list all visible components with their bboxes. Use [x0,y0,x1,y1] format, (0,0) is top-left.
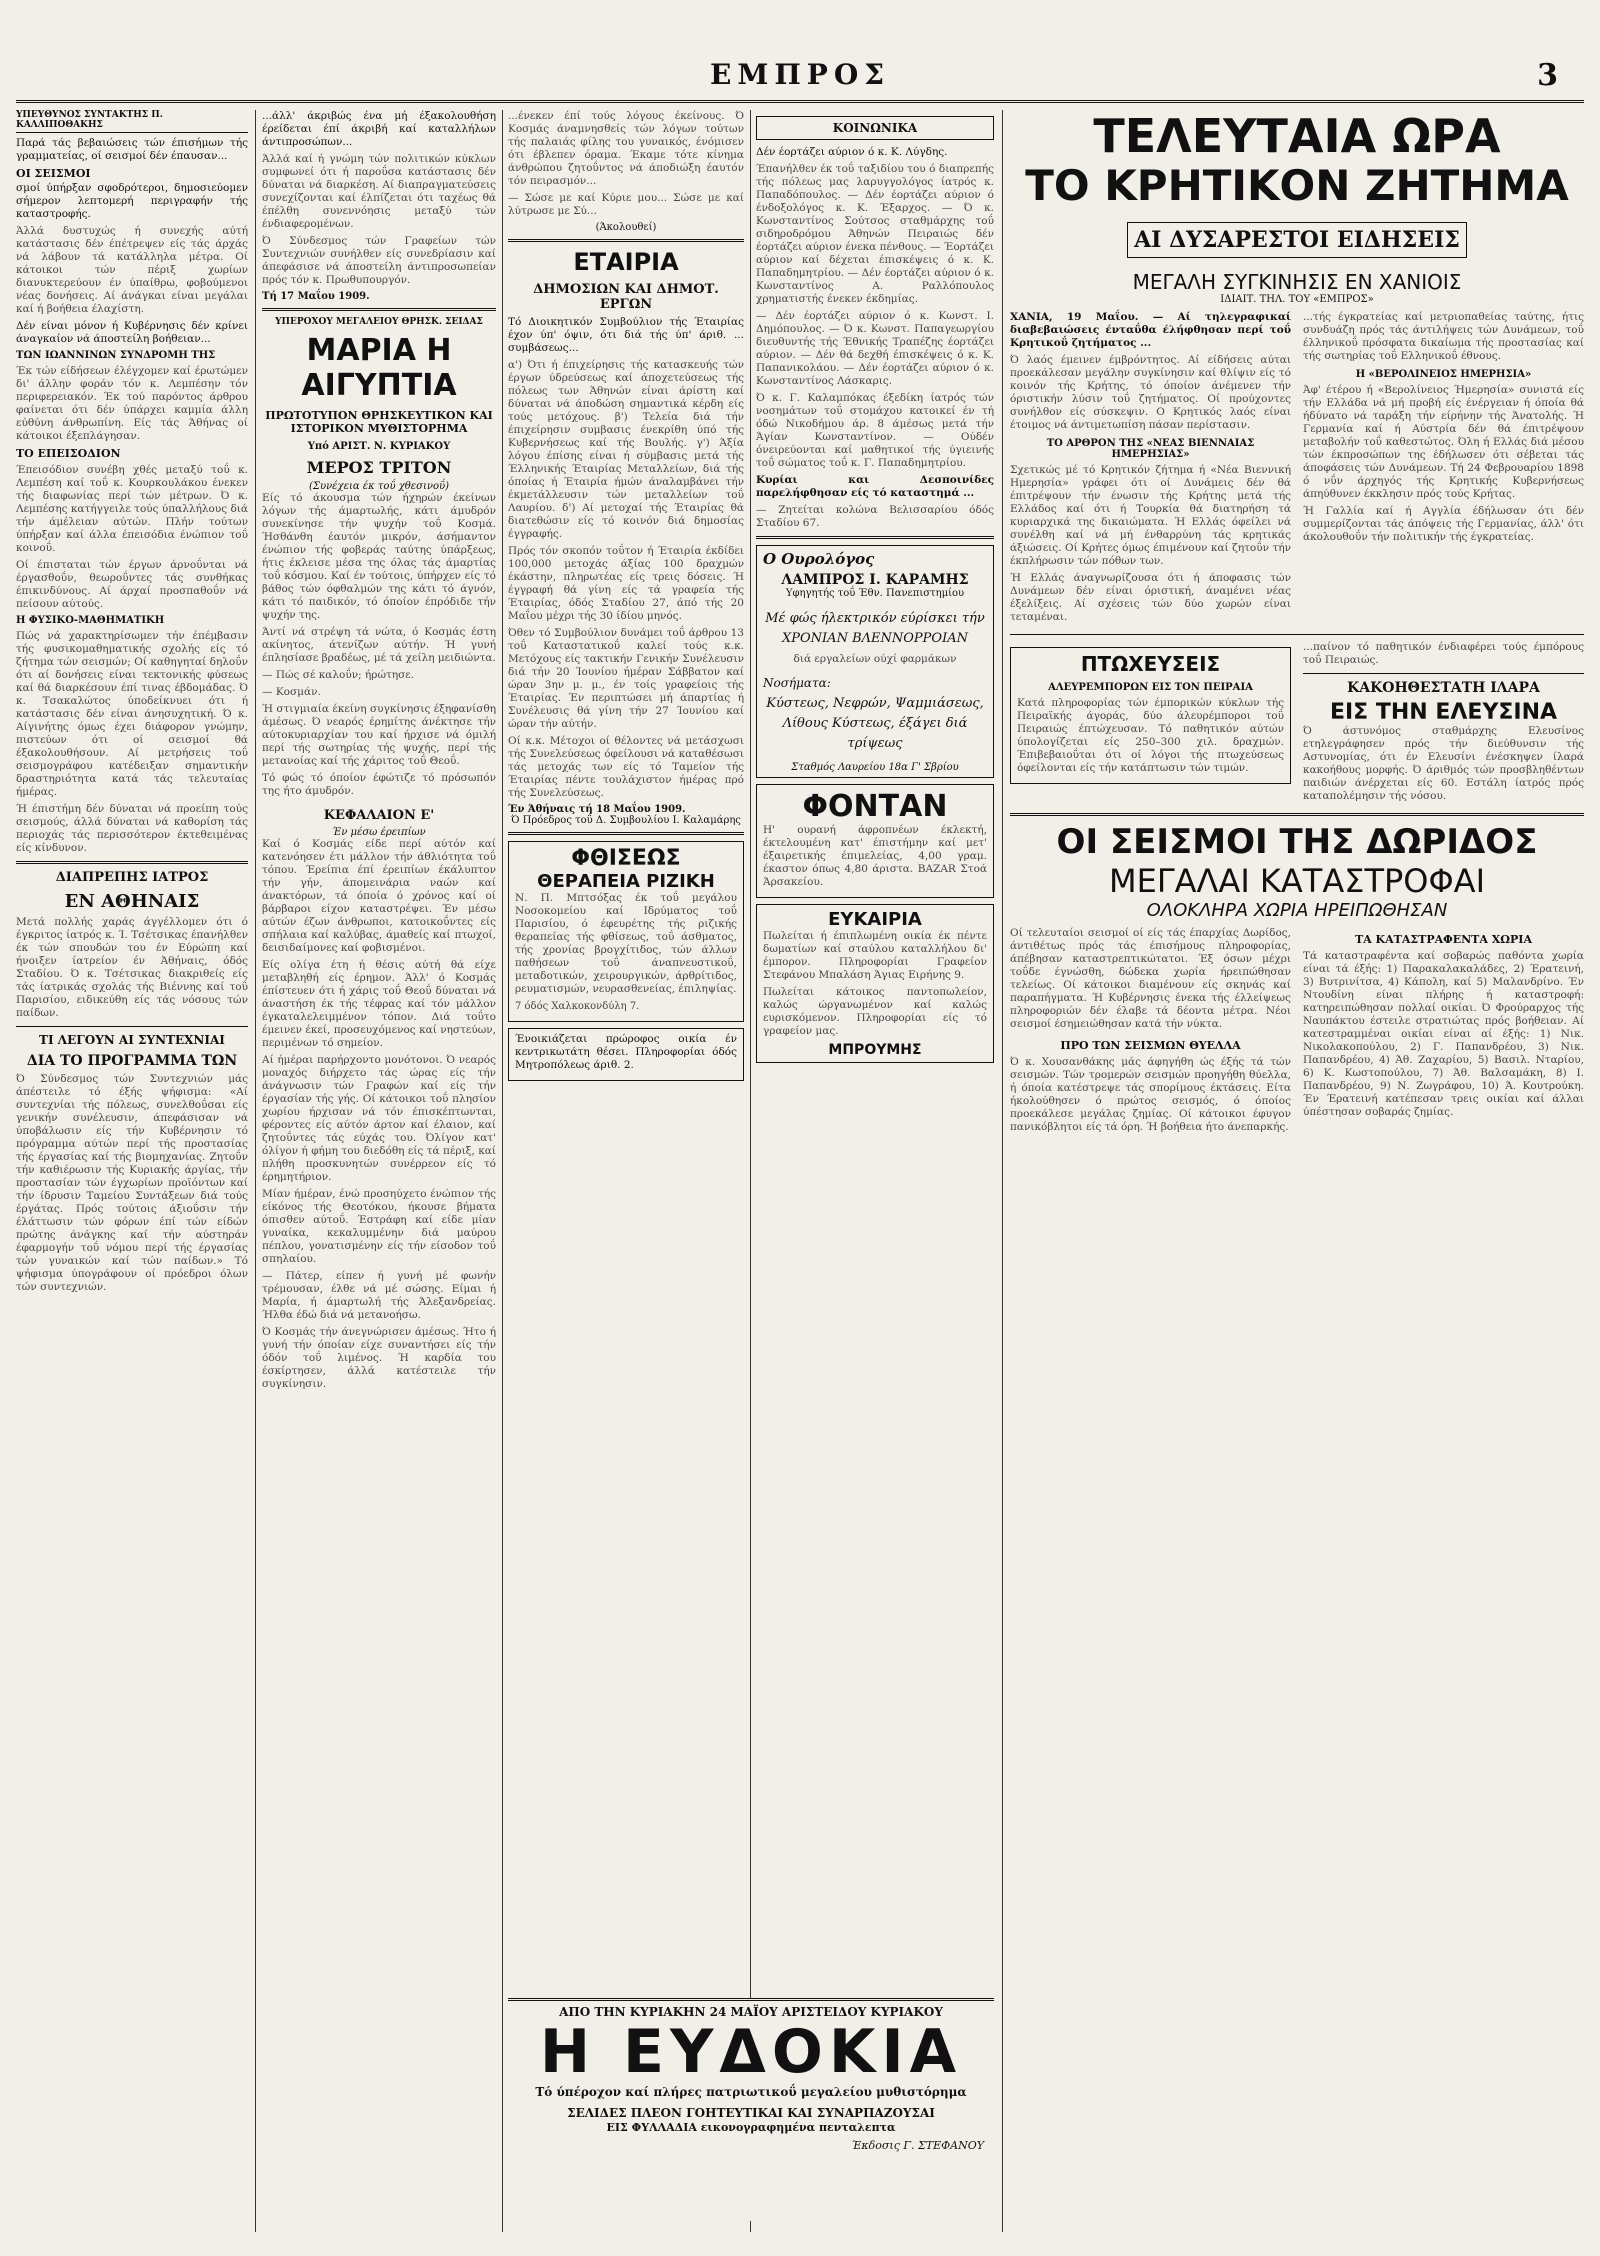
article-paragraph: Δέν έορτάζει αύριον ό κ. Κ. Λύγδης. [756,146,948,158]
serial-part: ΜΕΡΟΣ ΤΡΙΤΟΝ [306,458,452,477]
masthead [0,58,1600,92]
heading-therapeia: ΘΕΡΑΠΕΙΑ ΡΙΖΙΚΗ [537,871,715,892]
column-divider [750,110,751,2232]
filler-text: Ό Κοσμάς τήν άνεγνώρισεν άμέσως. Ήτο ή γυνή τήν όποίαν είχε συναντήσει είς τήν όδόν τοΰ λιμένος. Ή καρδία του έσκίρτησεν, άλλά κατέστειλε τήν συγκίνησιν. [262,1326,496,1390]
newspaper-title: ΕΜΠΡΟΣ [709,58,891,91]
filler-text: ...τής έγκρατείας καί μετριοπαθείας ταύτης, ήτις συνδυάζη πρός τάς άντιλήψεις τών Δυνάμεων, τοΰ έλληνικοΰ πρόσφατα δικαίωμα τής προστασίας καί τής σωτηρίας τοΰ Ελληνικοΰ έθνους. [1303,311,1584,362]
heading-fthiseos: ΦΘΙΣΕΩΣ [571,846,681,871]
headline-tel: ΙΔΙΑΙΤ. ΤΗΛ. ΤΟΥ «ΕΜΠΡΟΣ» [1220,294,1374,305]
article-paragraph: Τό Διοικητικόν Συμβούλιον τής Έταιρίας έχον ύπ' όψιν, ότι διά τής ύπ' άριθ. ... συμβάσεως... [508,316,744,354]
heading-eukairia: ΕΥΚΑΙΡΙΑ [828,909,922,930]
filler-text: — Σώσε με καί Κύριε μου... Σώσε με καί λύτρωσε με Σύ... [508,192,744,217]
filler-text: Οί έπισταται τών έργων άρνοΰνται νά έργασθοΰν, θεωροΰντες τάς συνθήκας έπικινδύνους. Αί άρχαί προσπαθοΰν νά πείσουν αύτούς. [16,559,248,610]
filler-text: Είς τό άκουσμα τών ήχηρών έκείνων λόγων τής άμαρτωλής, κάτι άμυδρόν συνεκίνησε τήν ψυχήν τοΰ Κοσμά. Ήσθάνθη έαυτόν μικρόν, άσήμαντον ένώπιον τής φοβεράς ταύτης ύπάρξεως, ήτις έκλεισε μέσα της όλας τάς άμαρτίας τοΰ κόσμου. Καί έν τούτοις, ύπήρχεν είς τό βάθος τών όφθαλμών της κάτι τό άγνόν, κάτι τό παιδικόν, τό όποίον έπρόδιδε τήν ψυχήν της. [262,492,496,621]
heading-ptoxeuseis: ΠΤΩΧΕΥΣΕΙΣ [1080,652,1221,676]
dateline: ΧΑΝΙΑ, 19 Μαΐου. — Αί τηλεγραφικαί διαβεβαιώσεις ένταΰθα έλήφθησαν περί τοΰ Κρητικοΰ ζητήματος ... [1010,311,1291,349]
heading-etairia: ΕΤΑΙΡΙΑ [573,248,679,276]
section-rule [1010,634,1584,635]
eudokia-banner: ΑΠΟ ΤΗΝ ΚΥΡΙΑΚΗΝ 24 ΜΑΪΟΥ ΑΡΙΣΤΕΙΔΟΥ ΚΥΡΙΑΚΟΥ [559,2005,943,2019]
heading-eleusina: ΕΙΣ ΤΗΝ ΕΛΕΥΣΙΝΑ [1329,700,1558,725]
filler-text: Πρός τόν σκοπόν τοΰτον ή Έταιρία έκδίδει 100,000 μετοχάς άξίας 100 δραχμών έκάστην, πληρωτέας είς τρεις δόσεις. Ή έγγραφή θά γίνη είς τά γραφεία τής Έταιρίας, όδός Σταδίου 27, άπό τής 20 Μαΐου μέχρι τής 30 ίδίου μηνός. [508,545,744,622]
eudokia-line1: Τό ύπέροχον καί πλήρες πατριωτικοΰ μεγαλείου μυθιστόρημα [535,2085,967,2099]
filler-text: — Κοσμάν. [262,686,321,698]
advert-address: Σταθμός Λαυρείου 18α Γ' Σβρίου [791,762,959,773]
filler-text: Άφ' έτέρου ή «Βερολίνειος Ήμερησία» συνιστά είς τήν Ελλάδα νά μή προβή είς ένέργειαν ή όποία θά ήδύνατο νά ταράξη τήν είρήνην τής Άνατολής. Ή Γερμανία καί ή Αύστρία δέν θά έπιτρέψουν μεταβολήν τοΰ καθεστώτος. Όλη ή Ελλάς διά μέσου τών έκπροσώπων της έδήλωσεν ότι σέβεται τάς άποφάσεις τών Δυνάμεων. Τή 24 Φεβρουαρίου 1898 ό νΰν άρχηγός τής Κρητικής Κυβερνήσεως άπηύθυνεν έκκλησιν πρός τούς Κρήτας. [1303,384,1584,500]
sub-thessalia: ΠΡΟ ΤΩΝ ΣΕΙΣΜΩΝ ΘΥΕΛΛΑ [1060,1039,1241,1052]
filler-text: Οί κ.κ. Μέτοχοι οί θέλοντες νά μετάσχωσι τής Συνελεύσεως όφείλουσι νά καταθέσωσι τάς μετοχάς των είς τό Ταμείον τής Έταιρίας πέντε τουλάχιστον ήμέρας πρό τής Συνελεύσεως. [508,735,744,799]
advert-fontan [756,784,994,898]
filler-text: — Πάτερ, είπεν ή γυνή μέ φωνήν τρέμουσαν, έλθε νά μέ σώσης. Είμαι ή Μαρία, ή άμαρτωλή τής Άλεξανδρείας. Ήλθα έδώ διά νά μετανοήσω. [262,1270,496,1321]
section-rule [508,832,744,835]
section-rule [1010,813,1584,816]
advert-nosimata: Νοσήματα: [763,676,831,690]
filler-text: Ή έπιστήμη δέν δύναται νά προείπη τούς σεισμούς, άλλά δύναται νά καθορίση τάς περιοχάς τάς περισσότερον έκτεθειμένας είς κίνδυνον. [16,803,248,854]
article-paragraph: σμοί ύπήρξαν σφοδρότεροι, δημοσιεύομεν σήμερον λεπτομερή περιγραφήν τής καταστροφής. [16,182,248,220]
headline-katastrofai: ΜΕΓΑΛΑΙ ΚΑΤΑΣΤΡΟΦΑΙ [1108,862,1485,900]
heading-maria: ΜΑΡΙΑ Η ΑΙΓΥΠΤΙΑ [301,333,457,403]
section-rule [1303,673,1584,674]
side-heading: ΟΙ ΣΕΙΣΜΟΙ [16,167,91,180]
filler-text: — Δέν έορτάζει αύριον ό κ. Κωνστ. Ι. Δημόπουλος. — Ό κ. Κωνστ. Παπαγεωργίου διευθυντής τής Έθνικής Τραπέζης έορτάζει αύριον. — Δέν θά δεχθή έπισκέψεις ό κ. Κ. Παπανικολάου. — Δέν έορτάζει αύριον ό κ. Κωνσταντίνος Λάσκαρις. [756,310,994,387]
chapter-title: ΚΕΦΑΛΑΙΟΝ Ε' [323,808,435,823]
filler-text: Άντί νά στρέψη τά νώτα, ό Κοσμάς έστη ακίνητος, άτενίζων αύτήν. Ή γυνή έπλησίασε βραδέως, μέ τά χείλη μειδιώντα. [262,626,496,664]
article-paragraph: Κυρίαι και Δεσποινίδες παρελήφθησαν είς τό καταστημά ... [756,474,994,499]
advert-doctor-title: Υφηγητής τοΰ Έθν. Πανεπιστημίου [785,588,965,599]
filler-text: ...ένεκεν έπί τούς λόγους έκείνους. Ό Κοσμάς άναμνησθείς τών λόγων τούτων τής παλαιάς φίλης του γυναικός, ένόμισεν ότι έβλεπεν όραμα. Έκαμε τότε κίνημα άνθρώπου ζητοΰντος νά άποδιώξη έαυτόν τόν πειρασμόν... [508,110,744,187]
article-paragraph: Παρά τάς βεβαιώσεις τών έπισήμων τής γραμματείας, οί σεισμοί δέν έπαυσαν... [16,137,248,162]
heading-iatros: ΔΙΑΠΡΕΠΗΣ ΙΑΤΡΟΣ [55,870,209,885]
advert-mprouma: ΜΠΡΟΥΜΗΣ [828,1042,922,1058]
advert-eukairia [756,904,994,1063]
column-3 [508,110,744,2232]
filler-text: Ή Ελλάς άναγνωρίζουσα ότι ή άποφασις τών Δυνάμεων δέν είναι όριστική, άναμένει νέας έξελίξεις. Αί σχέσεις τών δύο χωρών είναι τεταμέναι. [1010,572,1291,623]
column-divider [1002,110,1003,2232]
advert-kysteos: Κύστεως, Νεφρών, Ψαμμιάσεως, Λίθους Κύστεως, έξάγει διά τρίψεως [766,696,984,751]
headline-seismoi: ΟΙ ΣΕΙΣΜΟΙ ΤΗΣ ΔΩΡΙΔΟΣ [1056,822,1538,862]
side-heading: ΤΩΝ ΙΩΑΝΝΙΝΩΝ ΣΥΝΔΡΟΜΗ ΤΗΣ [16,350,216,361]
filler-text: Έπανήλθεν έκ τοΰ ταξιδίου του ό διαπρεπής τής πόλεως μας λαρυγγολόγος ίατρός κ. Παπαδόπουλος. — Δέν έορτάζει αύριον ό ένδοξολόγος κ. Κ. Έξαρχος. — Ό κ. Κωνσταντίνος Σούτσος σταθμάρχης τοΰ σιδηροδρόμου Άθηνών Πειραιώς δέν έορτάζει αύριον ένεκα πένθους. — Έορτάζει αύριον καί δέχεται έπισκέψεις ό κ. Κ. Παπαδημητρίου. — Δέν έορτάζει αύριον ό κ. Κωνσταντίνος Α. Ραλλόπουλος χρηματιστής ένεκεν έκδημίας. [756,163,994,305]
serial-author: Υπό ΑΡΙΣΤ. Ν. ΚΥΡΙΑΚΟΥ [307,441,451,452]
editor-byline: ΥΠΕΥΘΥΝΟΣ ΣΥΝΤΑΚΤΗΣ Π. ΚΑΛΛΙΠΟΘΑΚΗΣ [16,110,248,133]
filler-text: Κατά πληροφορίας τών έμπορικών κύκλων τής Πειραϊκής άγοράς, δύο άλευρέμποροι τοΰ Πειραιώς έπτώχευσαν. Τό παθητικόν αύτών ύπολογίζεται είς 250–300 χιλ. δραχμών. Έπιβεβαιοΰται ότι οί λόγοι τής πτωχεύσεως όφείλονται είς τήν κατάπτωσιν τών τιμών. [1017,697,1284,774]
chapter-subtitle: Έν μέσω έρειπίων [332,827,426,838]
filler-text: Καί ό Κοσμάς είδε περί αύτόν καί κατενόησεν έτι μάλλον τήν άθλιότητα τοΰ τόπου. Έρείπια έπί έρειπίων έκάλυπτον τήν γήν, άπομεινάρια ναών καί άνακτόρων, τά όποία ό χρόνος καί οί βάρβαροι είχον καταστρέψει. Έν μέσω αύτών έζων άνθρωποι, κατοικοΰντες είς σπήλαια καί καλύβας, άμαθείς καί πτωχοί, δεισιδαίμονες καί φοβισμένοι. [262,838,496,954]
filler-text: Ό λαός έμεινεν έμβρόντητος. Αί είδήσεις αύται προεκάλεσαν μεγάλην συγκίνησιν καί θλίψιν είς τό κοινόν τής Κρήτης, τό όποίον άνέμενεν τήν όριστικήν λύσιν τοΰ ζητήματος. Οί προύχοντες συνήλθον είς σύσκεψιν. Ο Κρητικός λαός είναι έτοιμος νά άντιμετωπίση πάσαν περίστασιν. [1010,354,1291,431]
dated-line: Έν Άθήναις τή 18 Μαΐου 1909. [508,804,686,815]
headline-kritikon: ΤΟ ΚΡΗΤΙΚΟΝ ΖΗΤΗΜΑ [1025,161,1569,210]
side-heading: Η ΦΥΣΙΚΟ-ΜΑΘΗΜΑΤΙΚΗ [16,615,165,626]
filler-text: Οί τελευταίοι σεισμοί οί είς τάς έπαρχίας Δωρίδος, άντιθέτως πρός τάς έπισήμους πληροφορίας, άπέβησαν καταστρεπτικώτατοι. Έξ όσων μέχρι τοΰδε έγνώσθη, δώδεκα χωρία ήρειπώθησαν τελείως. Οί κάτοικοι διαμένουν είς σκηνάς καί παραπήγματα. Ή Κυβέρνησις ένεκα τής έλλείψεως πληροφοριών δέν έλαβε τά δέοντα μέτρα. Νέοι σεισμοί έσημειώθησαν κατά τήν νύκτα. [1010,927,1291,1030]
eudokia-advert [508,1998,994,2221]
continued-note: (Άκολουθεί) [595,222,657,233]
article-paragraph: Δέν είναι μόνον ή Κυβέρνησις δέν κρίνει άναγκαίον νά άποστείλη βοήθειαν... [16,320,248,345]
filler-text: — Ζητείται κολώνα Βελισσαρίου όδός Σταδίου 67. [756,504,994,529]
filler-text: Μίαν ήμέραν, ένώ προσηύχετο ένώπιον τής είκόνος τής Θεοτόκου, ήκουσε βήματα όπισθεν αύτοΰ. Έστράφη καί είδε μίαν γυναίκα, κεκαλυμμένην διά μαύρου πέπλου, γονατισμένην είς τήν είσοδον τοΰ σπηλαίου. [262,1188,496,1265]
filler-text: Ν. Π. Μπτσόξας έκ τοΰ μεγάλου Νοσοκομείου καί Ιδρύματος τοΰ Παρισίου, ό έφευρέτης τής ριζικής θεραπείας τής φθίσεως, τοΰ άσθματος, τής χρονίας βρογχίτιδος, τών άλλων παθήσεων τοΰ άναπνευστικοΰ, μεταδοτικών, χειρουργικών, άρθρίτιδος, ρευματισμών, νευρασθενείας, έπιληψίας. [515,892,737,995]
filler-text: — Πώς σέ καλοΰν; ήρώτησε. [262,669,415,681]
filler-text: Είς ολίγα έτη ή θέσις αύτή θά είχε μεταβληθή είς έρημον. Άλλ' ό Κοσμάς έπίστευεν ότι ή χάρις τοΰ Θεοΰ δύναται νά άναστήση έκ τής τέφρας καί τόν μάλλον έγκαταλελειμμένον τόπον. Διά τοΰτο έμεινεν έκεί, προσευχόμενος καί νηστεύων, περιμένων τό σημείον. [262,959,496,1049]
advert-text: Ένοικιάζεται πρώροφος οικία έν κεντρικωτάτη θέσει. Πληροφορίαι όδός Μητροπόλεως άριθ. 2. [515,1033,737,1071]
masthead-rule [16,100,1584,103]
filler-text: Όθεν τό Συμβούλιον δυνάμει τοΰ άρθρου 13 τοΰ Καταστατικοΰ καλεί τούς κ.κ. Μετόχους είς τακτικήν Γενικήν Συνέλευσιν διά τήν 20 Ίουνίου ήμέραν Σάββατον καί ώραν 3ην μ. μ., έν τοίς γραφείοις τής Έταιρίας. Έν περιπτώσει μή άπαρτίας ή Συνέλευσις θά γίνη τήν 27 Ίουνίου καί ώραν τήν αύτήν. [508,627,744,730]
section-rule [756,536,994,539]
advert-urologos: Ο Ουρολόγος [763,550,875,568]
filler-text: Τό φώς τό όποίον έφώτιζε τό πρόσωπόν της ήτο άμυδρόν. [262,772,496,797]
advert-phthiseos [508,841,744,1022]
column-1 [16,110,248,2232]
page-number: 3 [1537,58,1558,93]
filler-text: Αί ήμέραι παρήρχοντο μονότονοι. Ό νεαρός μοναχός διήρχετο τάς ώρας είς τήν άνάγνωσιν τών Γραφών καί είς τήν έργασίαν τής γής. Οί κάτοικοι τοΰ πλησίον χωρίου ήρχισαν νά τόν έπισκέπτωνται, φέροντες είς αύτόν άρτον καί έλαιον, καί ζητοΰντες τάς εύχάς του. Όλίγον κατ' όλίγον ή φήμη του διεδόθη είς τά πέριξ, καί πλήθη προσκυνητών συνέρρεον είς τό έρημητήριον. [262,1054,496,1183]
heading-ptox-sub: ΑΛΕΥΡΕΜΠΟΡΩΝ ΕΙΣ ΤΟΝ ΠΕΙΡΑΙΑ [1048,682,1253,693]
advert-urologist [756,545,994,778]
filler-text: Ό κ. Γ. Καλαμπόκας έξεδίκη ίατρός τών νοσημάτων τοΰ στομάχου κατοικεί έν τή όδώ Νικοδήμου άρ. 8 άμέσως μετά τήν Άγίαν Κωνσταντίνον. — Ούδέν όνειρεύονται καί μαθητικοί τής ύγιεινής τοΰ σώματος τοΰ κ. Γ. Παπαδημητρίου. [756,392,994,469]
filler-text: Η' ουρανή άφροπνέων έκλεκτή, έκτελουμένη κατ' έπιστήμην καί μετ' έξαιρετικής έπιμελείας, 4,00 γραμ. έκαστον όπως 4,80 άριστα. BAZAR Στοά Άρσακείου. [763,824,987,888]
filler-text: Ή στιγμιαία έκείνη συγκίνησις έξηφανίσθη άμέσως. Ό νεαρός έρημίτης άνέκτησε τήν αύτοκυριαρχίαν του καί ήρχισε νά όμιλή περί τής σωτηρίας τής ψυχής, περί τής μετανοίας καί τής χάριτος τοΰ Θεοΰ. [262,703,496,767]
filler-text: Σχετικώς μέ τό Κρητικόν ζήτημα ή «Νέα Βιεννική Ημερησία» γράφει ότι οί Δυνάμεις δέν θά έπιτρέψουν τήν ένωσιν τής Κρήτης μετά τής Ελλάδος καί ότι ή Τουρκία θά διατηρήση τά κυριαρχικά της δικαιώματα. Ή Ελλάς όφείλει νά συνέλθη καί νά μή ένθαρρύνη τάς κρητικάς άξιώσεις. Οί Κρήτες όμως έπιμένουν καί ζητοΰν τήν έκπλήρωσιν τών πόθων των. [1010,464,1291,567]
headline-dysarestoi: ΑΙ ΔΥΣΑΡΕΣΤΟΙ ΕΙΔΗΣΕΙΣ [1127,222,1467,258]
signature: Ό Πρόεδρος τοΰ Δ. Συμβουλίου Ι. Καλαμάρης [511,815,741,826]
side-heading: ΤΟ ΕΠΕΙΣΟΔΙΟΝ [16,447,121,460]
filler-text: Έκ τών είδήσεων έλέγχομεν καί έρωτώμεν δι' άλλην φοράν τόν κ. Λεμπέσην τόν περιφερειακόν. Έκ τού παρόντος άρθρου φαίνεται ότι δέν ύπάρχει καμμία άλλη εύθύνη άνθρωπίνη. Είς τάς Άθήνας οί κάτοικοι έξεπλάγησαν. [16,365,248,442]
headline-xoria: ΟΛΟΚΛΗΡΑ ΧΩΡΙΑ ΗΡΕΙΠΩΘΗΣΑΝ [1146,900,1448,921]
sub-arthron: ΤΟ ΑΡΘΡΟΝ ΤΗΣ «ΝΕΑΣ ΒΙΕΝΝΑΙΑΣ ΗΜΕΡΗΣΙΑΣ» [1046,438,1255,460]
section-rule [16,1026,248,1027]
column-divider [502,110,503,2232]
filler-text: α') Ότι ή έπιχείρησις τής κατασκευής τών έργων ύδρεύσεως καί άποχετεύσεως τής πόλεως των Άθηνών είναι άρίστη καί δύναται νά άποδώση σημαντικά κέρδη είς τούς μετόχους. β') Τελεία διά τήν έπιχείρησιν συμβασις ένεκρίθη ύπό τής Κυβερνήσεως καί τής Βουλής. γ') Άξία λόγου έπίσης είναι ή σύμβασις μετά τής Έλληνικής Έταιρίας Μεταλλείων, διά τής όποίας ή Έταιρία ήμών άναλαμβάνει τήν έκμετάλλευσιν τών μεταλλείων τοΰ Λαυρίου. δ') Αί μετοχαί τής Έταιρίας θά διατεθώσιν είς τό κοινόν διά δημοσίας έγγραφής. [508,359,744,540]
sub-vero: Η «ΒΕΡΟΛΙΝΕΙΟΣ ΗΜΕΡΗΣΙΑ» [1355,369,1532,380]
column-2 [262,110,496,2232]
heading-fontan: ΦΟΝΤΑΝ [802,789,948,824]
filler-text: Πώς νά χαρακτηρίσωμεν τήν έπέμβασιν τής φυσικομαθηματικής σχολής είς τό ζήτημα τών σεισμών; Οί καθηγηταί δηλοΰν ότι αί δονήσεις είναι τεκτονικής φύσεως καί θά διαρκέσουν έπί τινας έβδομάδας. Ό κ. Τσακαλώτος ύποδείκνυει ότι ή κατάστασις δέν είναι άνησυχητική. Ό κ. Αίγινήτης όμως έχει διάφορον γνώμην, πιστεύων ότι οί σεισμοί θά έξακολουθήσουν. Αί μετρήσεις τοΰ σεισμογράφου κατέδειξαν σημαντικήν δραστηριότητα κατά τάς τελευταίας ήμέρας. [16,630,248,798]
filler-text: διά εργαλείων ούχί φαρμάκων [793,653,957,665]
heading-programma: ΔΙΑ ΤΟ ΠΡΟΓΡΑΜΜΑ ΤΩΝ [26,1053,238,1069]
section-rule [16,861,248,864]
heading-athinais: ΕΝ ΑΘΗΝΑΙΣ [64,891,200,912]
filler-text: Πωλείται κάτοικος παντοπωλείον, καλώς ώργανωμένον καί καλώς ευρισκόμενον. Πληροφορίαι είς τό γραφείον μας. [763,986,987,1037]
serial-continuation: (Συνέχεια έκ τοΰ χθεσινοΰ) [309,481,449,492]
advert-doctor-name: ΛΑΜΠΡΟΣ Ι. ΚΑΡΑΜΗΣ [781,572,969,588]
filler-text: ...παίνον τό παθητικόν ένδιαφέρει τούς έμπόρους τοΰ Πειραιώς. [1303,641,1584,666]
eudokia-title: Η ΕΥΔΟΚΙΑ [539,2017,963,2087]
advert-treatment: Μέ φώς ήλεκτρικόν εύρίσκει τήν ΧΡΟΝΙΑΝ ΒΛΕΝΝΟΡΡΟΙΑΝ [765,611,985,646]
headline-teleutaia: ΤΕΛΕΥΤΑΙΑ ΩΡΑ [1093,110,1501,163]
column-5 [1010,110,1584,2232]
column-4 [756,110,994,2232]
heading-deltio: ΤΙ ΛΕΓΟΥΝ ΑΙ ΣΥΝΤΕΧΝΙΑΙ [39,1033,225,1047]
heading-ilara: ΚΑΚΟΗΘΕΣΤΑΤΗ ΙΛΑΡΑ [1347,680,1540,696]
heading-dimos: ΔΗΜΟΣΙΩΝ ΚΑΙ ΔΗΜΟΤ. ΕΡΓΩΝ [533,282,719,312]
eudokia-publisher: Έκδοσις Γ. ΣΤΕΦΑΝΟΥ [851,2139,984,2152]
heading-ypero: ΥΠΕΡΟΧΟΥ ΜΕΓΑΛΕΙΟΥ ΘΡΗΣΚ. ΣΕΙΔΑΣ [275,317,483,327]
sub-xoria: ΤΑ ΚΑΤΑΣΤΡΑΦΕΝΤΑ ΧΩΡΙΑ [1355,933,1532,946]
dated-line: Τή 17 Μαΐου 1909. [262,291,370,302]
box-ptoxeuseis [1010,647,1291,784]
headline-sygkinisis: ΜΕΓΑΛΗ ΣΥΓΚΙΝΗΣΙΣ ΕΝ ΧΑΝΙΟΙΣ [1132,270,1462,294]
filler-text: Πωλείται ή έπιπλωμένη οικία έκ πέντε δωματίων καί σταύλου καταλλήλου δι' έμπορον. Πληροφορίαι Γραφείον Στεφάνου Μπαλάση Άγιας Ειρήνης 9. [763,930,987,981]
filler-text: Ό Σύνδεσμος τών Συντεχνιών μάς άπέστειλε τό έξής ψήφισμα: «Αί συντεχνίαι τής πόλεως, συνελθοΰσαι είς γενικήν συνέλευσιν, άπεφάσισαν νά ύποβάλωσιν είς τήν Κυβέρνησιν τό πρόγραμμα αύτών περί τής προστασίας τής έργασίας καί τής βιομηχανίας. Ζητοΰν τήν καθιέρωσιν τής Κυριακής άργίας, τήν προστασίαν τών έγχωρίων προϊόντων καί τήν ίδρυσιν Ταμείου Συντάξεων διά τούς έργάτας. Πρός τούτοις άξιοΰσιν τήν έλάττωσιν τών φόρων έπί τών είδών πρώτης άνάγκης καί τήν αύστηράν έφαρμογήν τοΰ νόμου περί τής έργασίας τών γυναικών καί τών παίδων.» Τό ψήφισμα ύπογράφουν οί πρόεδροι όλων τών συντεχνιών. [16,1073,248,1293]
filler-text: Ό κ. Χουσανθάκης μάς άφηγήθη ώς έξής τά τών σεισμών. Τών τρομερών σεισμών προηγήθη θύελλα, ή όποία κατέστρεψε τάς σπορίμους έκτάσεις. Είτα ήκολούθησεν ό πρώτος σεισμός, ό όποίος προεκάλεσε μεγάλας ζημίας. Οί κάτοικοι έφυγον πανικόβλητοι είς τά όρη. Ή βοήθεια ήτο άνεπαρκής. [1010,1056,1291,1133]
section-rule [508,239,744,242]
column-divider [255,110,256,2232]
filler-text: Ό άστυνόμος σταθμάρχης Ελευσίνος ετηλεγράφησεν πρός τήν διεύθυνσιν τής Αστυνομίας, ότι έν Ελευσίνι ένέσκηψεν ίλαρά κακοήθους μορφής. Ό άριθμός τών προσβληθέντων παιδιών άνέρχεται είς 60. Εστάλη ίατρός πρός καταπολέμησιν τής νόσου. [1303,725,1584,802]
filler-text: Ή Γαλλία καί ή Αγγλία έδήλωσαν ότι δέν συμμερίζονται τάς άπόψεις τής Γερμανίας, άλλ' ότι άκολουθοΰν τήν πολιτικήν τής έγκρατείας. [1303,505,1584,543]
eudokia-line3: ΕΙΣ ΦΥΛΛΑΔΙΑ εικονογραφημένα πενταλεπτα [606,2121,896,2134]
filler-text: Ό Σύνδεσμος τών Γραφείων τών Συντεχνιών συνήλθεν είς συνεδρίασιν καί άπεφάσισε νά άποστείλη άντιπροσωπείαν πρός τόν κ. Πρωθυπουργόν. [262,235,496,286]
filler-text: Μετά πολλής χαράς άγγέλλομεν ότι ό έγκριτος ίατρός κ. Ί. Τσέτσικας έπανήλθεν έκ τών σπουδών του έν Εύρώπη καί ήνοιξεν ίατρείον έν Άθήναις, όδός Σταδίου. Ό κ. Τσέτσικας διακριθείς είς τάς ίατρικάς σχολάς τής Βιέννης καί τοΰ Παρισίου, ειδικεύθη είς τάς νόσους τών παίδων. [16,916,248,1019]
heading-koinonika: ΚΟΙΝΩΝΙΚΑ [756,116,994,140]
section-rule [262,308,496,311]
eudokia-line2: ΣΕΛΙΔΕΣ ΠΛΕΟΝ ΓΟΗΤΕΥΤΙΚΑΙ ΚΑΙ ΣΥΝΑΡΠΑΖΟΥΣΑΙ [567,2106,935,2120]
filler-text: Έπεισόδιον συνέβη χθές μεταξύ τοΰ κ. Λεμπέση καί τοΰ κ. Κουρκουλάκου ένεκεν τής διαφωνίας περί τών μέτρων. Ό κ. Λεμπέσης κατήγγειλε τούς ύπαλλήλους διά τήν άμέλειαν αύτών. Πλήν τούτων ύπήρξαν καί άλλα έπεισόδια ένώπιον τοΰ κοινοΰ. [16,464,248,554]
filler-text: Τά καταστραφέντα καί σοβαρώς παθόντα χωρία είναι τά έξής: 1) Παρακαλακαλάδες, 2) Έρατεινή, 3) Βυτρινίτσα, 4) Κάπολη, καί 5) Μαλανδρίνο. Έν Ντουδίνη είναι πλήρης ή καταστροφή: κατηρειπώθησαν πολλαί οικίαι. Ό Φρούραρχος τής Ναυπάκτου έστειλε στρατιώτας πρός βοήθειαν. Αί κατεστραμμέναι οικίαι είναι αί έξής: 1) Νικ. Νικολακοπούλου, 2) Γ. Παπανδρέου, 3) Νικ. Παπανδρέου, 4) Άθ. Ζαχαρίου, 5) Βασιλ. Νταρίου, 6) Κ. Κωστοπούλου, 7) Άθ. Βαλσαμάκη, 8) Ι. Παπανδρέου, 9) Ν. Ζωγράφου, 10) Ά. Κουτρούκη. Έν Έρατεινή κατέπεσαν τρεις οικίαι καί άλλαι ύπέστησαν σοβαράς ζημίας. [1303,950,1584,1118]
filler-text: Άλλά δυστυχώς ή συνεχής αύτή κατάστασις δέν έπέτρεψεν είς τάς άρχάς νά λάβουν τά κατάλληλα μέτρα. Οί κάτοικοι τών πέριξ χωρίων διανυκτερεύουν έν ύπαίθρω, φοβούμενοι νέας δονήσεις. Αί άνάγκαι είναι μεγάλαι καί ή βοήθεια έλαχίστη. [16,225,248,315]
advert-rent [508,1028,744,1081]
article-paragraph: ...άλλ' άκριβώς ένα μή έξακολουθήση έρείδεται έπί άκριβή καί καταλλήλων άντιπροσώπων... [262,110,496,148]
filler-text: Άλλά καί ή γνώμη τών πολιτικών κύκλων συμφωνεί ότι ή παροΰσα κατάστασις δέν δύναται νά διαρκέση. Αί διαπραγματεύσεις συνεχίζονται καί έλπίζεται ότι ταχέως θά έπέλθη συνεννόησις μεταξύ τών ένδιαφερομένων. [262,153,496,230]
filler-text: 7 όδός Χαλκοκονδύλη 7. [515,1001,640,1012]
heading-sub: ΠΡΩΤΟΤΥΠΟΝ ΘΡΗΣΚΕΥΤΙΚΟΝ ΚΑΙ ΙΣΤΟΡΙΚΟΝ ΜΥΘΙΣΤΟΡΗΜΑ [265,409,493,435]
